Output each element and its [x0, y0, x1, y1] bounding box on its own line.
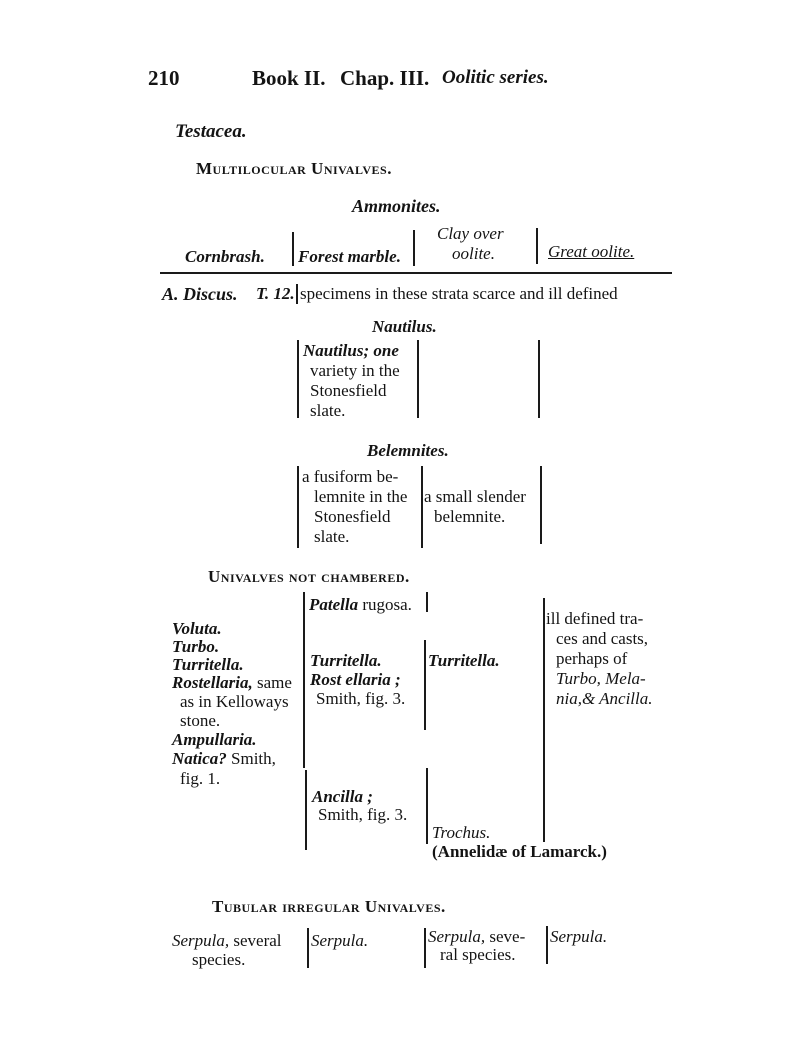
divider [292, 232, 294, 266]
tubular-cornbrash-rest: several [233, 931, 282, 950]
divider [297, 466, 299, 548]
divider [538, 340, 540, 418]
belemnites-forest-line: a fusiform be- [302, 467, 399, 486]
tubular-clay-species: ral species. [440, 945, 516, 964]
forest-ancilla: Ancilla ; [312, 787, 373, 806]
cornbrash-stone: stone. [180, 711, 221, 730]
great-line: ill defined tra- [546, 609, 644, 628]
divider [426, 768, 428, 844]
cornbrash-ampullaria: Ampullaria. [172, 730, 257, 749]
cornbrash-voluta: Voluta. [172, 619, 222, 638]
multilocular-heading: Multilocular Univalves. [196, 159, 392, 178]
patella-name: Patella [309, 595, 359, 614]
belemnites-forest-line: slate. [314, 527, 350, 546]
tubular-cornbrash-species: species. [192, 950, 246, 969]
divider [546, 926, 548, 964]
great-line: Turbo, Mela- [556, 669, 646, 688]
nautilus-line: variety in the [310, 361, 400, 380]
book-label: Book II. [252, 66, 326, 90]
divider [307, 928, 309, 968]
natica-rest: Smith, [231, 749, 276, 768]
belemnites-forest-line: Stonesfield [314, 507, 391, 526]
belemnites-title: Belemnites. [367, 441, 449, 460]
discus-note: specimens in these strata scarce and ill defined [300, 284, 618, 303]
tubular-forest: Serpula. [311, 931, 369, 950]
divider [543, 598, 545, 842]
section-title: Oolitic series. [442, 67, 549, 88]
forest-ancilla-smith: Smith, fig. 3. [318, 805, 408, 824]
belemnites-clay-line: belemnite. [434, 507, 506, 526]
divider [305, 770, 307, 850]
divider [296, 284, 298, 304]
nautilus-line: slate. [310, 401, 346, 420]
nautilus-title: Nautilus. [372, 317, 437, 336]
clay-trochus: Trochus. [432, 823, 491, 842]
cornbrash-natica [172, 750, 276, 767]
discus-genus: A. Discus. [162, 284, 238, 304]
great-line: ces and casts, [556, 629, 649, 648]
col-great-oolite: Great oolite. [548, 242, 635, 261]
tubular-cornbrash-genus: Serpula, [172, 931, 230, 950]
belemnites-clay-line: a small slender [424, 487, 526, 506]
tubular-heading: Tubular irregular Univalves. [212, 897, 446, 916]
great-line: perhaps of [556, 649, 628, 668]
divider [424, 928, 426, 968]
tubular-great: Serpula. [550, 927, 608, 946]
tubular-clay [428, 928, 525, 945]
annelidae-note: (Annelidæ of Lamarck.) [432, 842, 607, 861]
patella-rest: rugosa. [362, 595, 412, 614]
discus-ref: T. 12. [256, 284, 295, 303]
page-number: 210 [148, 66, 180, 90]
great-line: nia,& Ancilla. [556, 689, 653, 708]
belemnites-forest-line: lemnite in the [314, 487, 408, 506]
divider [540, 466, 542, 544]
nautilus-line: Stonesfield [310, 381, 387, 400]
tubular-cornbrash [172, 932, 282, 949]
nautilus-line [303, 342, 399, 359]
divider [413, 230, 415, 266]
tubular-clay-genus: Serpula, [428, 927, 486, 946]
col-clay-over: Clay over [437, 224, 504, 243]
cornbrash-rostellaria [172, 674, 292, 691]
cornbrash-kelloways: as in Kelloways [180, 692, 289, 711]
col-forest-marble: Forest marble. [298, 247, 401, 266]
cornbrash-turbo: Turbo. [172, 637, 220, 656]
header-rule [160, 272, 672, 274]
forest-rostellaria: Rost ellaria ; [310, 670, 401, 689]
divider [426, 592, 428, 612]
divider [303, 592, 305, 768]
chapter-label: Chap. III. [340, 66, 430, 90]
cornbrash-turritella: Turritella. [172, 655, 244, 674]
nautilus-line-text: Nautilus; one [303, 341, 399, 360]
forest-turritella: Turritella. [310, 651, 382, 670]
cornbrash-fig: fig. 1. [180, 769, 221, 788]
not-chambered-heading: Univalves not chambered. [208, 567, 410, 586]
clay-turritella: Turritella. [428, 651, 500, 670]
forest-patella [309, 596, 412, 613]
rostellaria-name: Rostellaria, [172, 673, 253, 692]
class-title: Testacea. [175, 121, 247, 142]
divider [297, 340, 299, 418]
rostellaria-rest: same [257, 673, 292, 692]
forest-smith: Smith, fig. 3. [316, 689, 406, 708]
divider [417, 340, 419, 418]
col-oolite: oolite. [452, 244, 495, 263]
natica-name: Natica? [172, 749, 227, 768]
tubular-clay-rest: seve- [489, 927, 526, 946]
divider [536, 228, 538, 264]
divider [424, 640, 426, 730]
divider [421, 466, 423, 548]
col-cornbrash: Cornbrash. [185, 247, 265, 266]
ammonites-title: Ammonites. [352, 196, 441, 216]
